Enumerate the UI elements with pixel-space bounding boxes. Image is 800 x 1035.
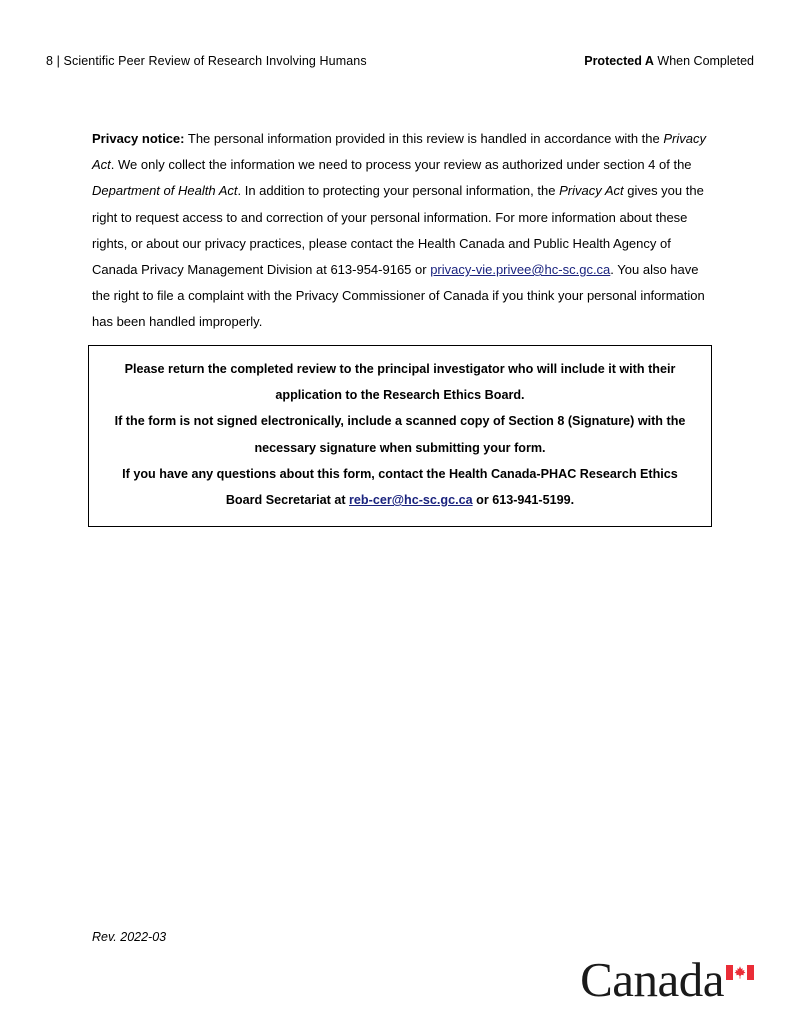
privacy-text-part4: gives you the right to request access to and correction of your personal information. For more information about these rights, or about our privacy practices, please contact the Health Canada and Public Health Agency of Canada Privacy Management Division at 613-954-9165 or [92, 183, 704, 278]
maple-leaf-icon [734, 965, 746, 980]
instruction-line-3-suffix: or 613-941-5199. [472, 493, 575, 508]
flag-band-right [747, 965, 754, 980]
privacy-email-link[interactable]: privacy-vie.privee@hc-sc.gc.ca [430, 262, 611, 278]
privacy-text-part5: . You also have the right to file a complaint with the Privacy Commissioner of Canada if you think your personal information has been handled improperly. [92, 262, 705, 330]
privacy-notice-paragraph [92, 126, 709, 336]
instruction-line-2: If the form is not signed electronically, include a scanned copy of Section 8 (Signature) with the necessary signature when submitting your form. [114, 414, 686, 455]
privacy-act-mention-1: Privacy Act [92, 131, 706, 173]
page-header [46, 54, 754, 76]
protected-suffix: When Completed [653, 54, 754, 68]
protected-label: Protected A [584, 54, 654, 68]
canada-flag-icon [726, 965, 754, 980]
flag-band-left [726, 965, 733, 980]
header-protected-marking [584, 54, 754, 68]
privacy-text-part1: The personal information provided in this review is handled in accordance with the [184, 131, 664, 146]
instruction-box [88, 345, 712, 527]
revision-date: Rev. 2022-03 [92, 930, 167, 944]
header-document-title: 8 | Scientific Peer Review of Research Involving Humans [46, 54, 367, 68]
canada-wordmark-text: Canada [580, 951, 724, 1007]
department-of-health-act-mention: Department of Health Act [92, 183, 238, 199]
privacy-text-part2: . We only collect the information we need to process your review as authorized under section 4 of the [110, 157, 692, 173]
privacy-notice-label: Privacy notice: [92, 131, 185, 146]
privacy-act-mention-2: Privacy Act [559, 183, 624, 199]
reb-email-link[interactable]: reb-cer@hc-sc.gc.ca [349, 493, 473, 508]
canada-wordmark [580, 951, 754, 1007]
instruction-line-3 [107, 461, 693, 513]
privacy-text-part3: . In addition to protecting your personal information, the [237, 183, 560, 199]
instruction-line-1: Please return the completed review to the principal investigator who will include it with their application to the Research Ethics Board. [124, 362, 676, 403]
instruction-line-3-prefix: If you have any questions about this form, contact the Health Canada-PHAC Research Ethics Board Secretariat at [122, 466, 678, 508]
